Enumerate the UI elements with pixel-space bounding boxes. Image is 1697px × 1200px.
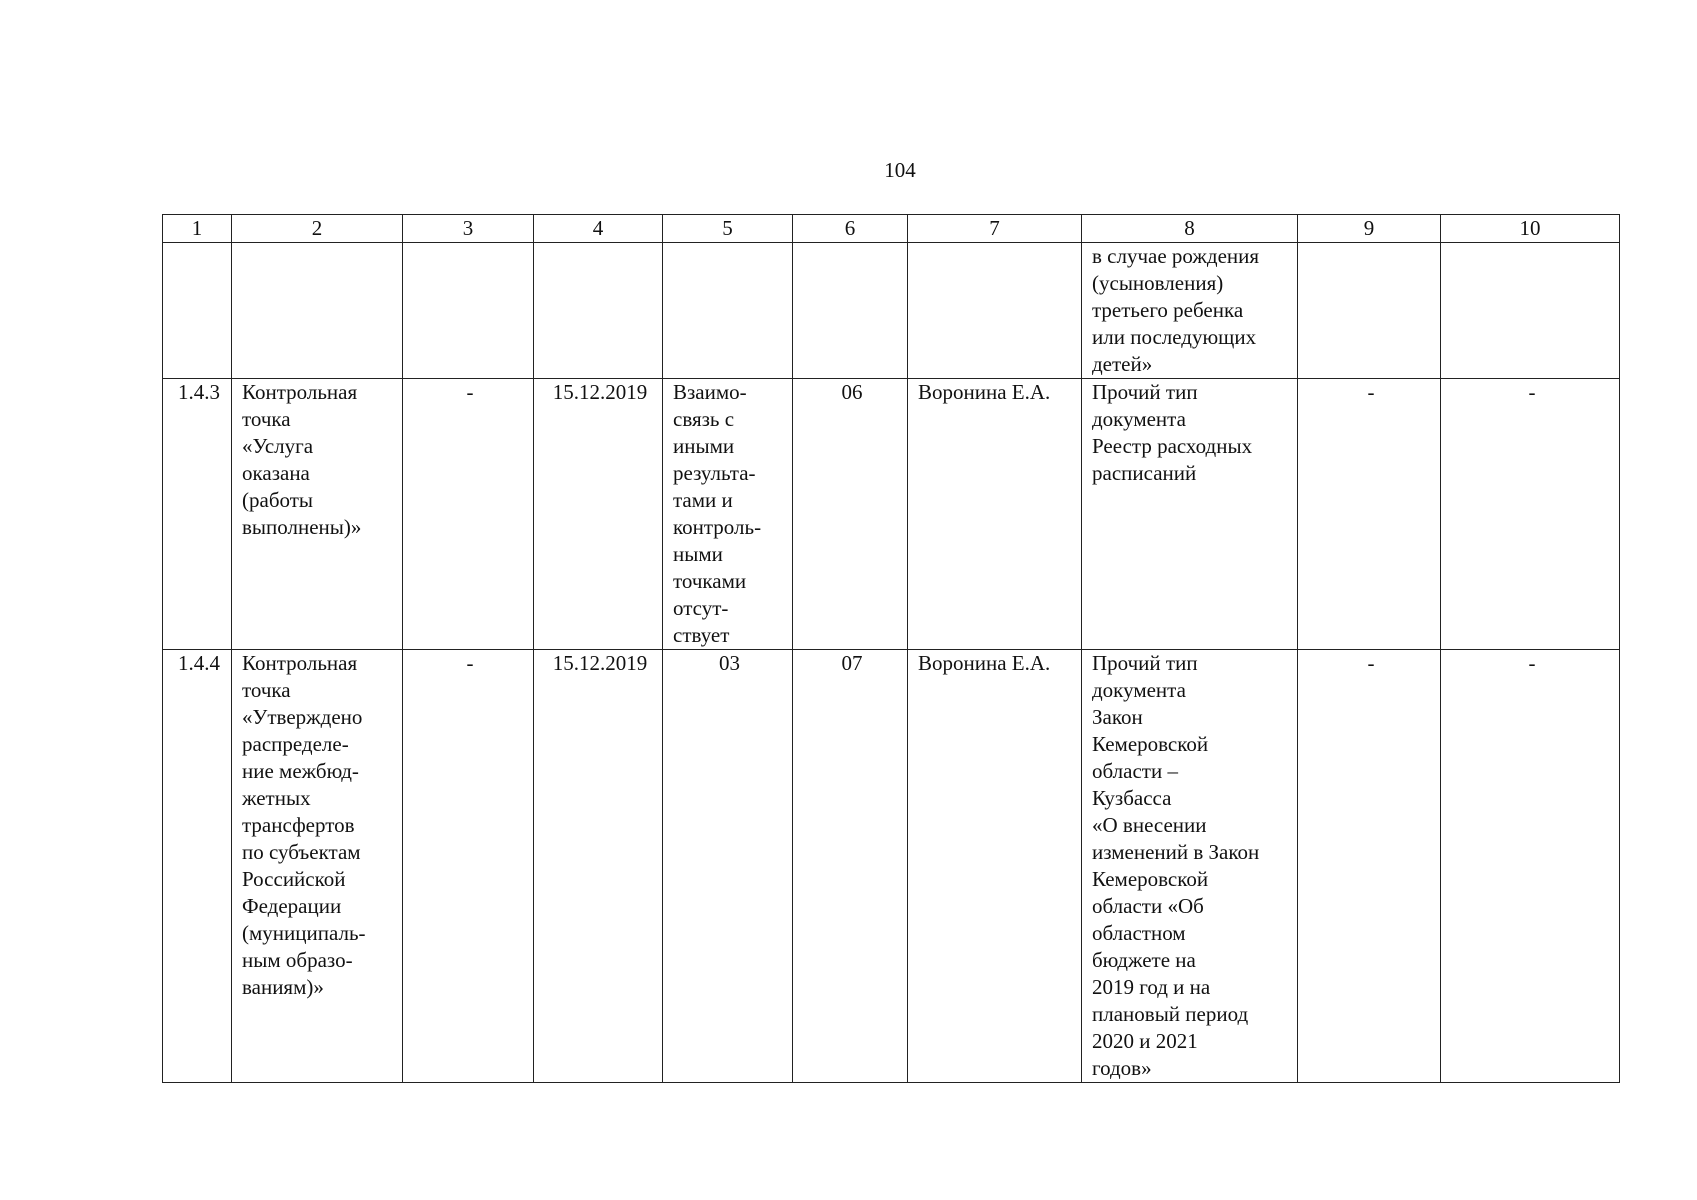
cell-text-line: документа — [1092, 407, 1186, 431]
cell-col-5 — [663, 650, 793, 1083]
cell-item-number — [163, 650, 232, 1083]
cell-text-line: годов» — [1092, 1056, 1152, 1080]
column-number-7: 7 — [908, 215, 1082, 243]
cell-event-name — [232, 243, 403, 379]
cell-text-line: «Утверждено — [242, 705, 363, 729]
cell-text-line: Российской — [242, 867, 346, 891]
cell-text-line: - — [1367, 380, 1375, 404]
cell-item-number — [163, 379, 232, 650]
cell-col-10 — [1441, 243, 1620, 379]
cell-text-line: 15.12.2019 — [552, 651, 648, 675]
cell-col-5 — [663, 243, 793, 379]
cell-text-line: точка — [242, 678, 291, 702]
cell-text-line: области – — [1092, 759, 1178, 783]
cell-text-line: 03 — [719, 651, 740, 675]
cell-text-line: Контрольная — [242, 651, 358, 675]
column-number-3: 3 — [403, 215, 534, 243]
cell-responsible — [908, 650, 1082, 1083]
cell-col-6 — [793, 243, 908, 379]
cell-text-line: тами и — [673, 488, 733, 512]
column-number-5: 5 — [663, 215, 793, 243]
cell-text-line: оказана — [242, 461, 310, 485]
cell-text-line: Федерации — [242, 894, 342, 918]
cell-col-9 — [1298, 243, 1441, 379]
cell-text-line: изменений в Закон — [1092, 840, 1260, 864]
cell-text-line: расписаний — [1092, 461, 1197, 485]
cell-text-line: (работы — [242, 488, 314, 512]
document-table — [162, 214, 1620, 1083]
cell-col-10 — [1441, 379, 1620, 650]
cell-event-name — [232, 650, 403, 1083]
cell-col-9 — [1298, 379, 1441, 650]
cell-text-line: ствует — [673, 623, 730, 647]
cell-text-line: Прочий тип — [1092, 651, 1198, 675]
cell-text-line: Контрольная — [242, 380, 358, 404]
cell-text-line: Взаимо- — [673, 380, 747, 404]
cell-text-line: 15.12.2019 — [552, 380, 648, 404]
cell-text-line: результа- — [673, 461, 756, 485]
cell-document-type — [1082, 650, 1298, 1083]
cell-text-line: Воронина Е.А. — [918, 651, 1051, 675]
cell-text-line: бюджете на — [1092, 948, 1196, 972]
cell-text-line: - — [466, 651, 474, 675]
cell-text-line: плановый период — [1092, 1002, 1249, 1026]
cell-text-line: Закон — [1092, 705, 1143, 729]
cell-col-3 — [403, 379, 534, 650]
column-number-1: 1 — [163, 215, 232, 243]
cell-col-10 — [1441, 650, 1620, 1083]
table-header-row — [163, 215, 1620, 243]
cell-text-line: - — [1528, 651, 1536, 675]
cell-text-line: ным образо- — [242, 948, 353, 972]
column-number-9: 9 — [1298, 215, 1441, 243]
column-number-2: 2 — [232, 215, 403, 243]
cell-date — [534, 243, 663, 379]
cell-text-line: контроль- — [673, 515, 762, 539]
cell-text-line: Кузбасса — [1092, 786, 1172, 810]
cell-text-line: ваниям)» — [242, 975, 324, 999]
cell-text-line: 07 — [841, 651, 863, 675]
cell-responsible — [908, 243, 1082, 379]
table-row — [163, 379, 1620, 650]
cell-text-line: выполнены)» — [242, 515, 362, 539]
cell-text-line: ние межбюд- — [242, 759, 359, 783]
cell-text-line: в случае рождения — [1092, 244, 1260, 268]
table-row — [163, 650, 1620, 1083]
cell-text-line: ными — [673, 542, 723, 566]
cell-col-6 — [793, 379, 908, 650]
cell-text-line: - — [466, 380, 474, 404]
cell-text-line: или последующих — [1092, 325, 1257, 349]
cell-text-line: жетных — [242, 786, 311, 810]
cell-event-name — [232, 379, 403, 650]
cell-text-line: иными — [673, 434, 735, 458]
cell-document-type — [1082, 243, 1298, 379]
cell-text-line: по субъектам — [242, 840, 361, 864]
cell-text-line: - — [1528, 380, 1536, 404]
cell-text-line: (усыновления) — [1092, 271, 1224, 295]
cell-responsible — [908, 379, 1082, 650]
cell-text-line: 1.4.3 — [178, 380, 220, 404]
cell-text-line: областном — [1092, 921, 1186, 945]
column-number-8: 8 — [1082, 215, 1298, 243]
column-number-4: 4 — [534, 215, 663, 243]
cell-text-line: документа — [1092, 678, 1186, 702]
cell-text-line: связь с — [673, 407, 735, 431]
column-number-6: 6 — [793, 215, 908, 243]
cell-text-line: распределе- — [242, 732, 349, 756]
cell-document-type — [1082, 379, 1298, 650]
cell-text-line: 2020 и 2021 — [1092, 1029, 1198, 1053]
column-number-10: 10 — [1441, 215, 1620, 243]
cell-text-line: детей» — [1092, 352, 1153, 376]
cell-text-line: Прочий тип — [1092, 380, 1198, 404]
cell-text-line: точка — [242, 407, 291, 431]
cell-text-line: - — [1367, 651, 1375, 675]
cell-text-line: Кемеровской — [1092, 867, 1209, 891]
cell-text-line: «О внесении — [1092, 813, 1207, 837]
cell-date — [534, 650, 663, 1083]
cell-text-line: «Услуга — [242, 434, 314, 458]
cell-text-line: 1.4.4 — [178, 651, 220, 675]
cell-item-number — [163, 243, 232, 379]
cell-text-line: Кемеровской — [1092, 732, 1209, 756]
table-row — [163, 243, 1620, 379]
page-number: 104 — [884, 158, 916, 182]
cell-col-5 — [663, 379, 793, 650]
cell-col-3 — [403, 650, 534, 1083]
cell-text-line: Воронина Е.А. — [918, 380, 1051, 404]
cell-text-line: 06 — [841, 380, 863, 404]
cell-text-line: отсут- — [673, 596, 729, 620]
cell-col-3 — [403, 243, 534, 379]
cell-text-line: области «Об — [1092, 894, 1204, 918]
cell-col-9 — [1298, 650, 1441, 1083]
cell-text-line: Реестр расходных — [1092, 434, 1253, 458]
cell-text-line: 2019 год и на — [1092, 975, 1211, 999]
cell-text-line: третьего ребенка — [1092, 298, 1244, 322]
cell-text-line: (муниципаль- — [242, 921, 366, 945]
cell-text-line: точками — [673, 569, 747, 593]
cell-date — [534, 379, 663, 650]
cell-text-line: трансфертов — [242, 813, 355, 837]
cell-col-6 — [793, 650, 908, 1083]
